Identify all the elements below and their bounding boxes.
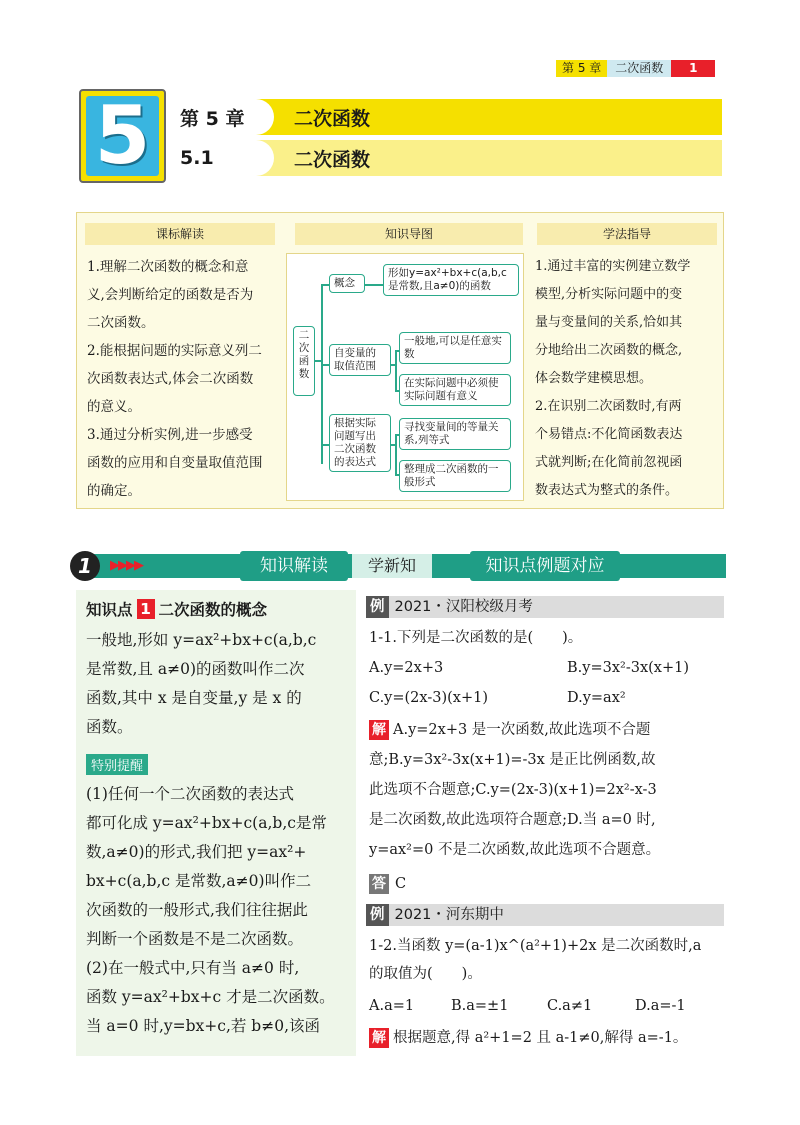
option: D.a=-1 — [635, 998, 686, 1014]
option: C.y=(2x-3)(x+1) — [369, 690, 488, 706]
section-title: 二次函数 — [294, 148, 371, 171]
text-line: 义,会判断给定的函数是否为 — [87, 287, 254, 303]
text-line: 的意义。 — [87, 399, 141, 415]
knowledge-point-panel — [76, 590, 356, 1056]
text-line: 函数。 — [86, 718, 133, 736]
option: B.y=3x²-3x(x+1) — [567, 660, 689, 676]
text-line: 一般地,形如 y=ax²+bx+c(a,b,c — [86, 631, 317, 649]
example-source: 2021・河东期中 — [394, 907, 504, 923]
knowledge-point-title — [86, 598, 267, 620]
solution-line — [369, 1026, 725, 1050]
section-ribbon — [70, 551, 726, 581]
connector — [395, 434, 397, 474]
curriculum-text — [87, 253, 282, 505]
solution-line: 意;B.y=3x²-3x(x+1)=-3x 是正比例函数,故 — [369, 752, 656, 768]
arrows-icon: ▶▶▶▶ — [110, 558, 142, 573]
chapter-label: 第 5 章 — [166, 99, 274, 135]
study-guide-heading: 学法指导 — [537, 223, 717, 245]
text-line: 次函数表达式,体会二次函数 — [87, 371, 254, 387]
example-question: 的取值为( )。 — [369, 966, 482, 982]
ribbon-label-interpretation: 知识解读 — [240, 551, 348, 581]
ribbon-label-new: 学新知 — [352, 554, 432, 578]
text-line: (2)在一般式中,只有当 a≠0 时, — [86, 959, 300, 977]
text-line: 数,a≠0)的形式,我们把 y=ax²+ — [86, 843, 307, 861]
option: B.a=±1 — [451, 998, 509, 1014]
example-header — [366, 596, 724, 618]
connector — [391, 444, 395, 446]
options-row — [369, 686, 725, 710]
mindmap-branch-expression: 根据实际问题写出二次函数的表达式 — [329, 414, 391, 472]
mindmap-leaf: 形如y=ax²+bx+c(a,b,c是常数,且a≠0)的函数 — [383, 264, 519, 296]
text-line: 函数,其中 x 是自变量,y 是 x 的 — [86, 689, 302, 707]
answer-line — [369, 872, 725, 896]
connector — [391, 364, 395, 366]
example-header — [366, 904, 724, 926]
tip-text — [86, 780, 351, 1041]
example-tag: 例 — [366, 596, 389, 618]
running-title: 二次函数 — [607, 60, 671, 77]
solution-line: 此选项不合题意;C.y=(2x-3)(x+1)=2x²-x-3 — [369, 782, 657, 798]
option: A.a=1 — [369, 998, 415, 1014]
example-source: 2021・汉阳校级月考 — [394, 599, 533, 615]
text-line: 二次函数。 — [87, 315, 155, 331]
section-label: 5.1 — [166, 140, 274, 176]
text-line: 是常数,且 a≠0)的函数叫作二次 — [86, 660, 305, 678]
text-line: A.y=2x+3 是一次函数,故此选项不合题 — [393, 722, 651, 738]
solution-tag: 解 — [369, 1028, 389, 1048]
mindmap-heading: 知识导图 — [295, 223, 523, 245]
text-line: 2.在识别二次函数时,有两 — [535, 399, 682, 414]
mindmap-branch-domain: 自变量的取值范围 — [329, 344, 391, 376]
text-line: 1.通过丰富的实例建立数学 — [535, 259, 691, 274]
option: D.y=ax² — [567, 690, 626, 706]
text-line: 3.通过分析实例,进一步感受 — [87, 427, 253, 443]
answer-value: C — [395, 876, 407, 892]
mind-map — [286, 253, 524, 501]
running-chapter: 第 5 章 — [556, 60, 607, 77]
definition-text — [86, 626, 351, 742]
running-header — [556, 60, 715, 77]
example-question: 1-2.当函数 y=(a-1)x^(a²+1)+2x 是二次函数时,a — [369, 938, 702, 954]
page-number: 1 — [671, 60, 715, 77]
mindmap-leaf: 整理成二次函数的一般形式 — [399, 460, 511, 492]
options-row — [369, 656, 725, 680]
mindmap-branch-concept: 概念 — [329, 274, 365, 293]
text-line: 式就判断;在化简前忽视函 — [535, 455, 683, 470]
solution-tag: 解 — [369, 720, 389, 740]
connector — [365, 284, 383, 286]
chapter-title-band — [166, 99, 722, 135]
text-line: 次函数的一般形式,我们往往据此 — [86, 901, 308, 919]
solution-line: y=ax²=0 不是二次函数,故此选项不合题意。 — [369, 842, 661, 858]
text-line: 都可化成 y=ax²+bx+c(a,b,c是常 — [86, 814, 327, 832]
text-line: 根据题意,得 a²+1=2 且 a-1≠0,解得 a=-1。 — [393, 1030, 688, 1046]
chapter-number-block — [79, 89, 166, 183]
answer-tag: 答 — [369, 874, 389, 894]
text-line: (1)任何一个二次函数的表达式 — [86, 785, 294, 803]
text-line: 体会数学建模思想。 — [535, 371, 653, 386]
example-question: 1-1.下列是二次函数的是( )。 — [369, 630, 583, 646]
section-number: 1 — [70, 551, 100, 581]
kp-label: 知识点 — [86, 601, 133, 619]
text-line: 个易错点:不化简函数表达 — [535, 427, 683, 442]
section-title-band — [166, 140, 722, 176]
special-tip-label: 特别提醒 — [86, 754, 148, 775]
kp-number: 1 — [137, 599, 155, 619]
solution-line: 是二次函数,故此选项符合题意;D.当 a=0 时, — [369, 812, 656, 828]
overview-box — [76, 212, 724, 509]
solution-line — [369, 718, 725, 742]
text-line: 数表达式为整式的条件。 — [535, 483, 679, 498]
example-tag: 例 — [366, 904, 389, 926]
text-line: 2.能根据问题的实际意义列二 — [87, 343, 262, 359]
text-line: 1.理解二次函数的概念和意 — [87, 259, 249, 275]
connector — [321, 364, 329, 366]
text-line: 模型,分析实际问题中的变 — [535, 287, 683, 302]
text-line: 函数 y=ax²+bx+c 才是二次函数。 — [86, 988, 335, 1006]
study-guide-text — [535, 253, 723, 505]
connector — [321, 284, 329, 286]
connector — [321, 284, 323, 464]
option: C.a≠1 — [547, 998, 593, 1014]
connector — [315, 360, 321, 362]
text-line: 的确定。 — [87, 483, 141, 499]
mindmap-root: 二次函数 — [293, 326, 315, 396]
kp-title-text: 二次函数的概念 — [158, 601, 268, 619]
chapter-number: 5 — [86, 96, 159, 176]
mindmap-leaf: 寻找变量间的等量关系,列等式 — [399, 418, 511, 450]
text-line: 函数的应用和自变量取值范围 — [87, 455, 263, 471]
text-line: 当 a=0 时,y=bx+c,若 b≠0,该函 — [86, 1017, 320, 1035]
connector — [395, 350, 397, 390]
options-row — [369, 994, 725, 1018]
mindmap-leaf: 一般地,可以是任意实数 — [399, 332, 511, 364]
examples-panel — [366, 590, 726, 1056]
text-line: 分地给出二次函数的概念, — [535, 343, 683, 358]
text-line: 量与变量间的关系,恰如其 — [535, 315, 683, 330]
option: A.y=2x+3 — [369, 660, 444, 676]
mindmap-leaf: 在实际问题中必须使实际问题有意义 — [399, 374, 511, 406]
curriculum-heading: 课标解读 — [85, 223, 275, 245]
ribbon-label-examples: 知识点例题对应 — [470, 551, 620, 581]
connector — [321, 444, 329, 446]
text-line: 判断一个函数是不是二次函数。 — [86, 930, 304, 948]
chapter-title: 二次函数 — [294, 107, 371, 130]
text-line: bx+c(a,b,c 是常数,a≠0)叫作二 — [86, 872, 312, 890]
